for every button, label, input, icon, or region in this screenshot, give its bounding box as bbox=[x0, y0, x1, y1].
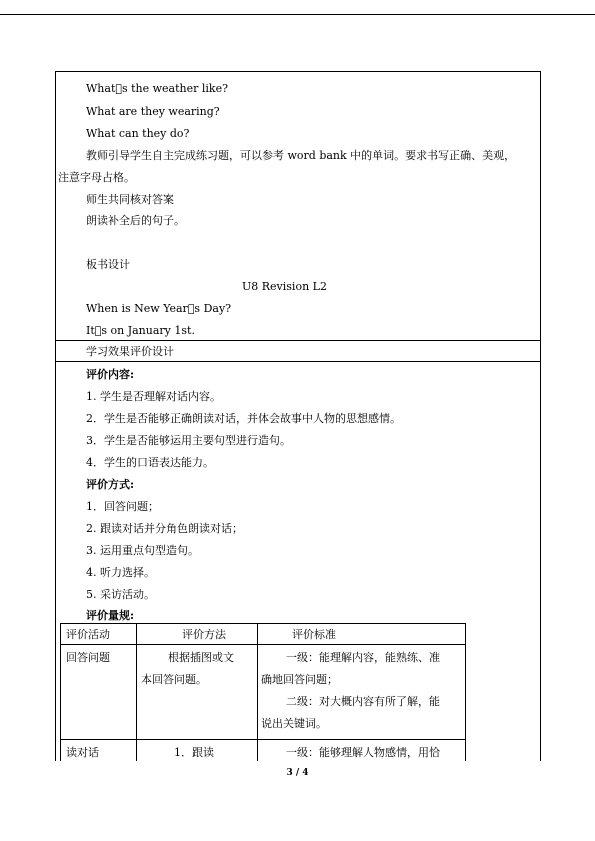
content-item-4: 4．学生的口语表达能力。 bbox=[86, 456, 214, 469]
content-item-1: 1. 学生是否理解对话内容。 bbox=[86, 390, 221, 403]
check-answers-text: 师生共同核对答案 bbox=[86, 193, 174, 206]
rubric-table bbox=[60, 623, 466, 761]
rubric-header-activity: 评价活动 bbox=[66, 628, 110, 641]
rubric-row2-standard-line-1: 一级：能够理解人物感情，用恰 bbox=[286, 746, 440, 759]
rubric-row1-method-line-1: 根据插图或文 bbox=[168, 651, 234, 664]
method-item-1: 1．回答问题； bbox=[86, 500, 159, 513]
content-heading: 评价内容: bbox=[86, 368, 135, 381]
evaluation-section-title: 学习效果评价设计 bbox=[86, 345, 174, 358]
board-design-heading: 板书设计 bbox=[86, 258, 130, 271]
scale-heading: 评价量规: bbox=[86, 609, 135, 622]
board-title: U8 Revision L2 bbox=[242, 280, 327, 293]
rubric-row1-standard-line-4: 说出关键词。 bbox=[261, 717, 327, 730]
instruction-line-1: 教师引导学生自主完成练习题，可以参考 word bank 中的单词。要求书写正确、美观， bbox=[86, 149, 516, 162]
method-item-5: 5. 采访活动。 bbox=[86, 588, 155, 601]
rubric-header-method: 评价方法 bbox=[182, 628, 226, 641]
question-do: What can they do? bbox=[86, 127, 190, 140]
section-divider-2 bbox=[56, 361, 540, 362]
section-divider-1 bbox=[56, 340, 540, 341]
question-wearing: What are they wearing? bbox=[86, 105, 220, 118]
rubric-header-standard: 评价标准 bbox=[292, 628, 336, 641]
board-line-2: It s on January 1st. bbox=[86, 324, 195, 337]
method-item-4: 4. 听力选择。 bbox=[86, 566, 155, 579]
rubric-row1-activity: 回答问题 bbox=[66, 651, 110, 664]
rubric-row1-standard-line-1: 一级：能理解内容，能熟练、准 bbox=[286, 651, 440, 664]
question-weather: What s the weather like? bbox=[86, 82, 228, 95]
instruction-line-2: 注意字母占格。 bbox=[58, 171, 135, 184]
board-line-1: When is New Year s Day? bbox=[86, 302, 232, 315]
rubric-row2-activity: 读对话 bbox=[66, 746, 99, 759]
method-item-2: 2. 跟读对话并分角色朗读对话； bbox=[86, 522, 243, 535]
rubric-row2-method-line-1: 1．跟读 bbox=[174, 746, 214, 759]
page-number: 3 / 4 bbox=[286, 768, 309, 778]
content-item-2: 2．学生是否能够正确朗读对话，并体会故事中人物的思想感情。 bbox=[86, 412, 401, 425]
header-rule bbox=[0, 14, 595, 15]
method-heading: 评价方式: bbox=[86, 478, 135, 491]
content-item-3: 3．学生是否能够运用主要句型进行造句。 bbox=[86, 434, 291, 447]
rubric-row1-standard-line-2: 确地回答问题； bbox=[261, 673, 338, 686]
rubric-row-divider-1 bbox=[61, 644, 465, 645]
method-item-3: 3. 运用重点句型造句。 bbox=[86, 544, 199, 557]
rubric-row1-standard-line-3: 二级：对大概内容有所了解，能 bbox=[286, 695, 440, 708]
read-aloud-text: 朗读补全后的句子。 bbox=[86, 214, 185, 227]
lesson-plan-table bbox=[55, 71, 541, 761]
rubric-row-divider-2 bbox=[61, 739, 465, 740]
rubric-row1-method-line-2: 本回答问题。 bbox=[141, 673, 207, 686]
